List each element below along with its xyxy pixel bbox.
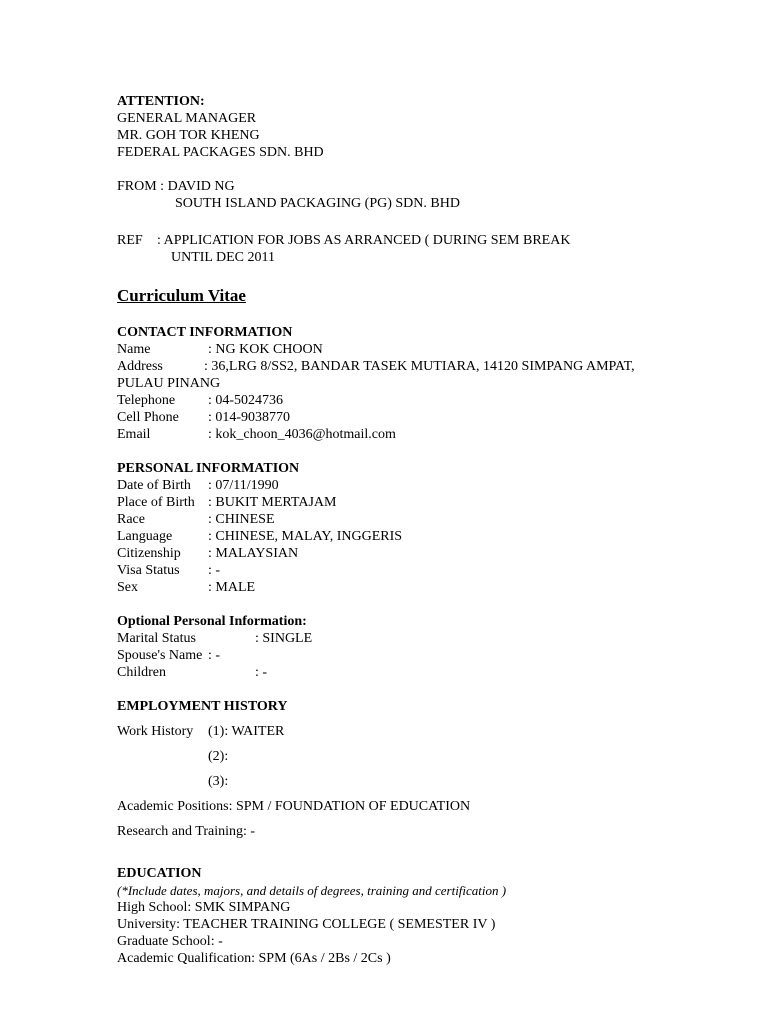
address-value: : 36,LRG 8/SS2, BANDAR TASEK MUTIARA, 14120 SIMPANG AMPAT, <box>204 359 635 374</box>
attention-line: FEDERAL PACKAGES SDN. BHD <box>117 145 324 160</box>
document-title: Curriculum Vitae <box>117 286 246 305</box>
race-value: : CHINESE <box>208 512 275 527</box>
visa-status-label: Visa Status <box>117 563 180 578</box>
dob-label: Date of Birth <box>117 478 191 493</box>
work-history-item: (3): <box>208 774 229 789</box>
from-company: SOUTH ISLAND PACKAGING (PG) SDN. BHD <box>175 196 460 211</box>
attention-block <box>117 93 737 161</box>
employment-section <box>117 698 737 840</box>
name-value: : NG KOK CHOON <box>208 342 323 357</box>
email-label: Email <box>117 427 151 442</box>
spouse-name-label: Spouse's Name <box>117 648 203 663</box>
visa-status-value: : - <box>208 563 221 578</box>
marital-status-value: : SINGLE <box>255 631 313 646</box>
address-line-2: PULAU PINANG <box>117 376 221 391</box>
place-of-birth-label: Place of Birth <box>117 495 195 510</box>
personal-section <box>117 460 737 596</box>
place-of-birth-value: : BUKIT MERTAJAM <box>208 495 337 510</box>
sex-label: Sex <box>117 580 138 595</box>
attention-line: GENERAL MANAGER <box>117 111 257 126</box>
employment-heading: EMPLOYMENT HISTORY <box>117 699 288 714</box>
contact-section <box>117 324 737 443</box>
work-history-item: (1): WAITER <box>208 724 285 739</box>
work-history-label: Work History <box>117 724 194 739</box>
cv-document <box>117 93 737 967</box>
ref-line-2: UNTIL DEC 2011 <box>171 250 275 265</box>
spouse-name-value: : - <box>208 648 221 663</box>
cell-phone-label: Cell Phone <box>117 410 179 425</box>
optional-heading: Optional Personal Information: <box>117 614 307 629</box>
ref-block <box>117 232 737 266</box>
ref-label: REF <box>117 233 143 248</box>
graduate-school: Graduate School: - <box>117 934 223 949</box>
academic-qualification: Academic Qualification: SPM (6As / 2Bs / 2Cs ) <box>117 951 391 966</box>
citizenship-label: Citizenship <box>117 546 181 561</box>
name-label: Name <box>117 342 151 357</box>
dob-value: : 07/11/1990 <box>208 478 279 493</box>
address-label: Address <box>117 359 163 374</box>
language-value: : CHINESE, MALAY, INGGERIS <box>208 529 403 544</box>
university: University: TEACHER TRAINING COLLEGE ( SEMESTER IV ) <box>117 917 496 932</box>
email-value: : kok_choon_4036@hotmail.com <box>208 427 396 442</box>
work-history-item: (2): <box>208 749 229 764</box>
academic-positions: Academic Positions: SPM / FOUNDATION OF EDUCATION <box>117 799 471 814</box>
from-block <box>117 178 737 212</box>
education-section <box>117 865 737 967</box>
cell-phone-value: : 014-9038770 <box>208 410 291 425</box>
from-line: FROM : DAVID NG <box>117 179 235 194</box>
race-label: Race <box>117 512 145 527</box>
optional-section <box>117 613 737 681</box>
language-label: Language <box>117 529 173 544</box>
education-heading: EDUCATION <box>117 866 202 881</box>
children-label: Children <box>117 665 166 680</box>
education-note: (*Include dates, majors, and details of degrees, training and certification ) <box>117 883 507 898</box>
children-value: : - <box>255 665 268 680</box>
telephone-label: Telephone <box>117 393 176 408</box>
ref-line: : APPLICATION FOR JOBS AS ARRANCED ( DURING SEM BREAK <box>157 233 571 248</box>
research-training: Research and Training: - <box>117 824 256 839</box>
sex-value: : MALE <box>208 580 256 595</box>
contact-heading: CONTACT INFORMATION <box>117 325 293 340</box>
high-school: High School: SMK SIMPANG <box>117 900 291 915</box>
telephone-value: : 04-5024736 <box>208 393 284 408</box>
attention-line: MR. GOH TOR KHENG <box>117 128 260 143</box>
personal-heading: PERSONAL INFORMATION <box>117 461 300 476</box>
marital-status-label: Marital Status <box>117 631 196 646</box>
citizenship-value: : MALAYSIAN <box>208 546 299 561</box>
attention-heading: ATTENTION: <box>117 94 205 109</box>
